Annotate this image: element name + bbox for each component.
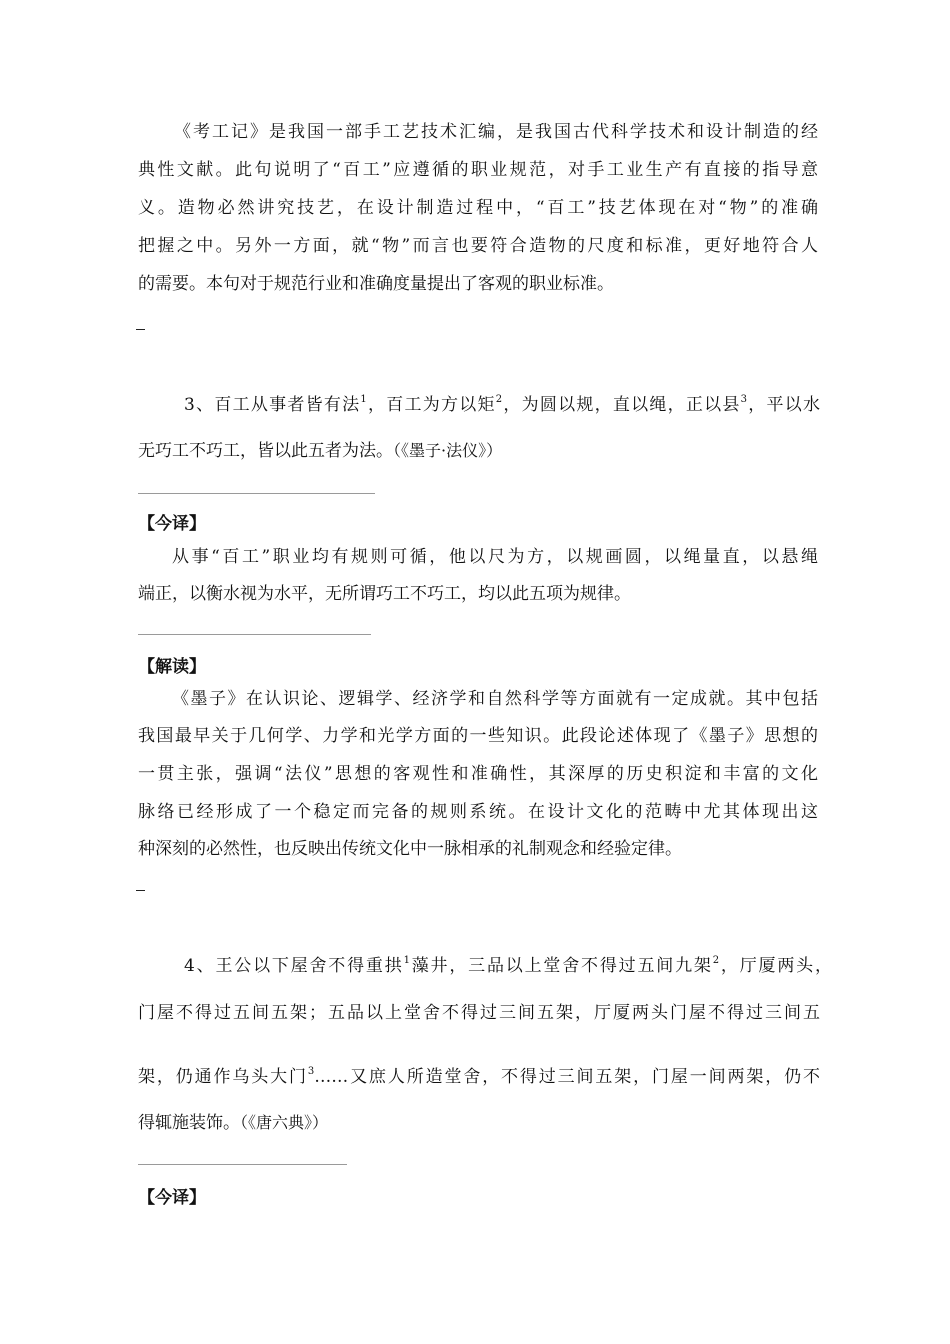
paragraph-line: 义。造物必然讲究技艺，在设计制造过程中，“百工”技艺体现在对“物”的准确 [138,198,818,218]
paragraph-line: 把握之中。另外一方面，就“物”而言也要符合造物的尺度和标准，更好地符合人 [138,236,818,256]
footnote-marker[interactable]: 2 [712,955,720,966]
horizontal-rule [138,634,371,635]
source-text-line: 3、百工从事者皆有法$^1$，百工为方以矩$^2$，为圆以规，直以绳，正以县$^3$，平以水 [184,394,821,415]
source-text-line: 架，仍通作乌头大门$^3$……又庶人所造堂舍，不得过三间五架，门屋一间两架，仍不 [138,1066,821,1087]
paragraph-line: 的需要。本句对于规范行业和准确度量提出了客观的职业标准。 [138,274,614,294]
source-text-line: 4、王公以下屋舍不得重拱$^1$藻井，三品以上堂舍不得过五间九架$^2$，厅厦两头， [184,955,832,976]
translation-line: 端正，以衡水视为水平，无所谓巧工不巧工，均以此五项为规律。 [138,584,631,604]
source-citation: （《墨子·法仪》） [393,441,503,460]
interpretation-line: 《墨子》在认识论、逻辑学、经济学和自然科学等方面就有一定成就。其中包括 [172,689,818,709]
source-text-line: 得辄施装饰。（《唐六典》） [138,1113,329,1133]
translation-heading: 【今译】 [138,514,206,534]
interpretation-heading: 【解读】 [138,657,206,677]
interpretation-line: 种深刻的必然性，也反映出传统文化中一脉相承的礼制观念和经验定律。 [138,839,682,859]
paragraph-line: 典性文献。此句说明了“百工”应遵循的职业规范，对手工业生产有直接的指导意 [138,160,818,180]
footnote-marker[interactable]: 3 [740,394,748,405]
footnote-marker[interactable]: 1 [360,394,367,405]
source-citation: （《唐六典》） [240,1113,329,1132]
translation-line: 从事“百工”职业均有规则可循，他以尺为方，以规画圆，以绳量直，以悬绳 [172,547,818,567]
section-divider-mark [136,329,145,330]
footnote-marker[interactable]: 2 [495,394,503,405]
section-divider-mark [136,890,145,891]
source-text-line: 门屋不得过五间五架；五品以上堂舍不得过三间五架，厅厦两头门屋不得过三间五 [138,1003,820,1023]
translation-heading: 【今译】 [138,1188,206,1208]
source-text-line: 无巧工不巧工，皆以此五者为法。（《墨子·法仪》） [138,441,503,461]
horizontal-rule [138,1164,347,1165]
horizontal-rule [138,493,375,494]
footnote-marker[interactable]: 3 [307,1066,315,1077]
interpretation-line: 我国最早关于几何学、力学和光学方面的一些知识。此段论述体现了《墨子》思想的 [138,726,818,746]
paragraph-line: 《考工记》是我国一部手工艺技术汇编，是我国古代科学技术和设计制造的经 [174,122,818,142]
footnote-marker[interactable]: 1 [403,955,410,966]
interpretation-line: 脉络已经形成了一个稳定而完备的规则系统。在设计文化的范畴中尤其体现出这 [138,802,818,822]
interpretation-line: 一贯主张，强调“法仪”思想的客观性和准确性，其深厚的历史积淀和丰富的文化 [138,764,818,784]
